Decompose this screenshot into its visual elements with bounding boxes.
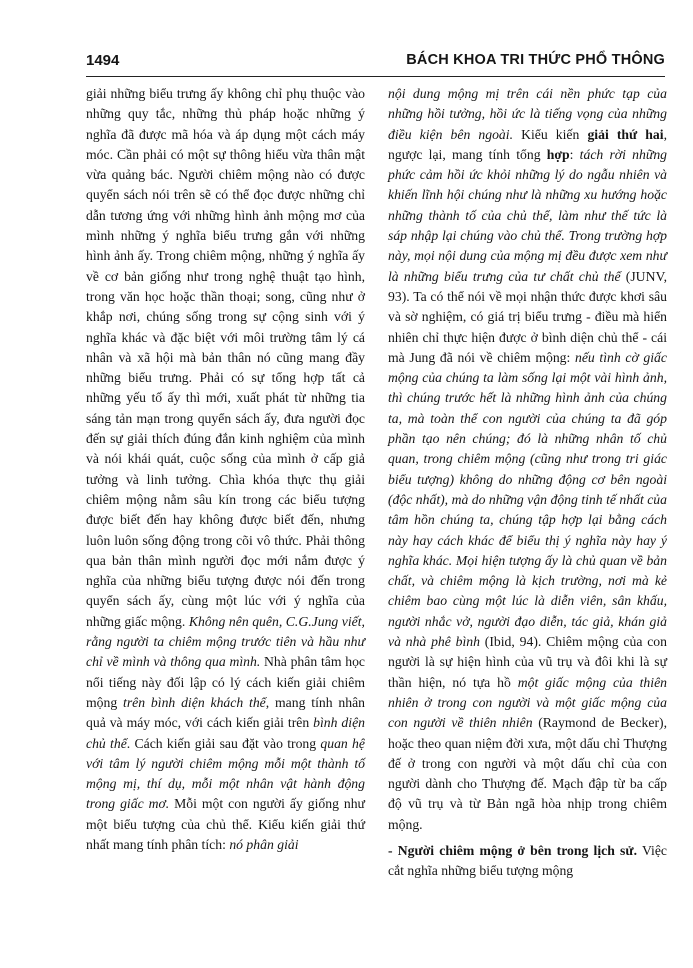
- text-run: (JUNV, 93). Ta có thể nói về mọi nhận thức được khơi sâu và sờ nghiệm, có giá trị biểu trưng - điều mà hiển nhiên chỉ thực hiện được ở bình diện chủ thể - cái mà Jung đã nói về chiêm mộng:: [388, 268, 667, 365]
- text-run: (Ibid, 94). Chiêm mộng của con người là sự hiện hình của vũ trụ và đôi khi là sự thần hiện, nó tựa hồ: [388, 634, 667, 690]
- section-heading: - Người chiêm mộng ở bên trong lịch sử.: [388, 842, 638, 858]
- italic-quote: Không nên quên, C.G.Jung viết, rằng người ta chiêm mộng trước tiên và hầu như chỉ về mình và thông qua mình.: [86, 613, 365, 670]
- text-run: . Cách kiến giải sau đặt vào trong: [126, 735, 321, 751]
- italic-quote: một giấc mộng của thiên nhiên ở trong con người và một giấc mộng của con người về thiên nhiên: [388, 674, 667, 731]
- text-run: , mang tính nhân quả và máy móc, với cách kiến giải trên: [86, 694, 366, 731]
- text-run: Kiểu kiến: [513, 126, 588, 142]
- right-column: [388, 84, 667, 882]
- text-run: (Raymond de Becker), hoặc theo quan niệm đời xưa, một dấu chỉ Thượng đế ở trong con người và một dấu chỉ của con người dành cho Thượng đế. Mạch đập từ ba cấp độ vũ trụ và từ Bản ngã hòa nhịp trong chiêm mộng.: [388, 715, 667, 832]
- italic-quote: nếu tình cờ giấc mộng của chúng ta làm sống lại một vài hình ảnh, thì chúng trước hết là những hình ảnh của chúng ta, mà toàn thể con người của chúng ta đã góp phần tạo nên chúng; đó là những nhân tố chủ quan, trong chiêm mộng (cũng như trong tri giác biểu tượng) không do những động cơ bên ngoài (độc nhất), mà do những vận động tinh tế nhất của tâm hồn chúng ta, chúng tập hợp lại bằng cách này hay cách khác để biểu thị ý nghĩa này hay ý nghĩa khác. Mọi hiện tượng ấy là chủ quan về bản chất, và chiêm mộng là kịch trường, nơi mà kẻ chiêm bao cùng một lúc là diễn viên, sân khấu, người nhắc vở, người đạo diễn, tác giả, khán giả và nhà phê bình: [388, 349, 667, 650]
- italic-term: trên bình diện khách thể: [123, 694, 266, 710]
- italic-quote: quan hệ với tâm lý người chiêm mộng mỗi một thành tố mộng mị, thí dụ, mỗi một nhân vật hành động trong giấc mơ.: [86, 735, 365, 812]
- running-title: BÁCH KHOA TRI THỨC PHỔ THÔNG: [406, 52, 665, 68]
- italic-quote: nội dung mộng mị trên cái nền phức tạp của những hồi tưởng, hồi ức là tiếng vọng của những điều kiện bên ngoài.: [388, 86, 667, 142]
- page-header: [86, 46, 665, 77]
- italic-quote: tách rời những phức cảm hồi ức khỏi những lý do ngẫu nhiên và khiến lĩnh hội chúng như là những xu hướng hoặc những thành tố của chủ thể, làm như thế tức là sáp nhập lại chúng vào chủ thể. Trong trường hợp này, mọi nội dung của mộng mị đều được xem như là những biểu trưng của tư chất chủ thể: [388, 146, 668, 284]
- right-paragraph: [388, 84, 667, 835]
- text-run: , ngược lại, mang tính tổng: [388, 126, 667, 162]
- text-run: Nhà phân tâm học nổi tiếng này đối lập có lý cách kiến giải chiêm mộng: [86, 654, 365, 710]
- text-run: Mỗi một con người ấy giống như một biểu tượng của chủ thể. Kiểu kiến giải thứ nhất mang tính phân tích:: [86, 796, 365, 852]
- bold-term: hợp: [546, 146, 570, 162]
- page-number: 1494: [86, 52, 120, 69]
- left-paragraph: [86, 84, 365, 855]
- italic-term: bình diện chủ thể: [86, 715, 365, 751]
- text-run: Việc cắt nghĩa những biểu tượng mộng: [388, 842, 667, 879]
- bold-term: giải thứ hai: [587, 126, 664, 142]
- section-paragraph: [388, 841, 667, 882]
- text-run: giải những biểu trưng ấy không chỉ phụ thuộc vào những quy tắc, những thủ pháp hoặc những ý nghĩa đã được mã hóa và áp dụng một cách máy móc. Cần phải có một sự thông hiểu vừa thân mật vừa quảng bác. Người chiêm mộng nào có được quyển sách nói trên sẽ có thể đọc được những chỉ dẫn tương ứng với những hình ảnh mộng mơ của mình những ý nghĩa biểu trưng gắn với những hình ảnh ấy. Trong chiêm mộng, những ý nghĩa ấy về cơ bản giống như trong nghệ thuật tạo hình, trong văn học hoặc thần thoại; song, cũng như ở khắp nơi, chúng sống trong sự cộng sinh với ý nghĩa khác và đặc biệt với môi trường tâm lý cá nhân và xã hội mà bản thân nó cũng mang đầy những biểu trưng. Phải có sự tổng hợp tất cả những yếu tố ấy thì mới, xuất phát từ những tia sáng tản mạn trong quyển sách ấy, đưa người đọc đến sự giải thích đúng đắn kinh nghiệm của mình và nói khái quát, cuộc sống của mình ở cấp giả tưởng và linh tưởng. Chìa khóa thực thụ giải chiêm mộng nằm sâu kín trong các biểu tượng được biết đến hay không được biết đến, nhưng luôn luôn sống động trong cõi vô thức. Phải thông qua bản thân mình người đọc mới nắm được ý nghĩa của những biểu tượng được nói đến trong quyển sách ấy, cùng một lúc với ý nghĩa của những giấc mộng.: [86, 86, 365, 629]
- left-column: [86, 84, 365, 855]
- text-run: :: [569, 146, 580, 162]
- italic-quote: nó phân giải: [229, 836, 299, 852]
